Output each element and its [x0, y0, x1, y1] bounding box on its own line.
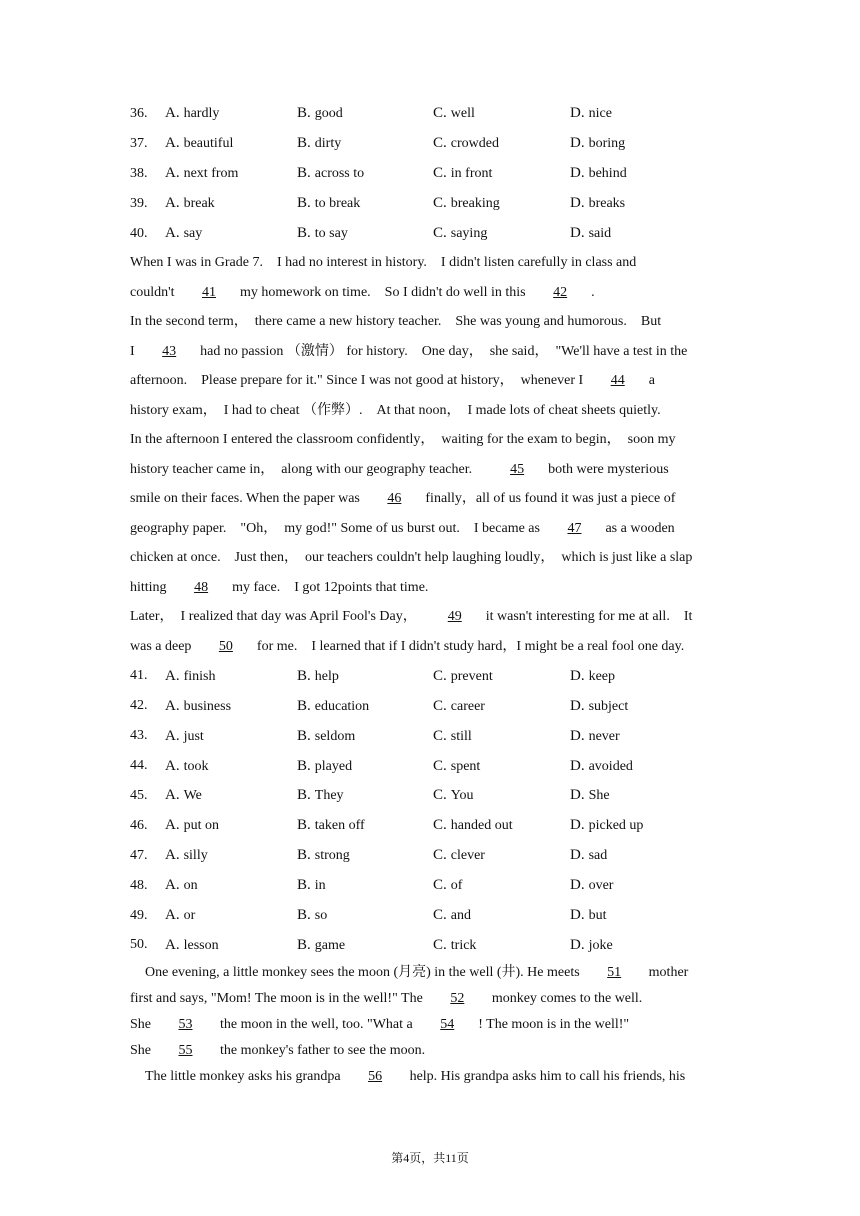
question-number: 36. — [130, 105, 148, 121]
text-segment: One evening, a little monkey sees the moon (月亮) in the well (井). He meets — [145, 965, 584, 981]
option-letter: C. — [433, 667, 447, 684]
option-letter: B. — [297, 936, 311, 953]
option-letter: A. — [165, 195, 180, 212]
option-text: next from — [183, 166, 239, 182]
option-d — [570, 728, 620, 745]
option-letter: D. — [570, 195, 585, 212]
text-segment: Later， I realized that day was April Fool's Day， — [130, 609, 424, 625]
blank-number: 44 — [610, 373, 625, 389]
option-letter: A. — [165, 847, 180, 864]
text-segment: had no passion （激情） for history. One day， she said， "We'll have a test in the — [200, 343, 688, 359]
option-letter: D. — [570, 667, 585, 684]
option-letter: C. — [433, 877, 447, 894]
option-text: subject — [588, 698, 629, 714]
question-number: 40. — [130, 225, 148, 241]
text-segment: first and says, "Mom! The moon is in the well!" The — [130, 991, 427, 1007]
option-letter: A. — [165, 787, 180, 804]
option-d — [570, 165, 627, 182]
option-text: trick — [450, 937, 477, 953]
passage-line — [130, 960, 740, 986]
option-text: on — [183, 878, 198, 894]
passage-line — [130, 986, 740, 1012]
passage-line — [130, 455, 740, 485]
blank-number: 41 — [202, 284, 217, 300]
option-letter: D. — [570, 787, 585, 804]
option-text: We — [183, 788, 202, 804]
option-letter: A. — [165, 757, 180, 774]
text-segment: help. His grandpa asks him to call his friends, his — [406, 1069, 686, 1085]
option-c — [433, 787, 570, 804]
option-text: said — [588, 226, 612, 241]
option-d — [570, 195, 625, 212]
option-letter: C. — [433, 727, 447, 744]
option-row — [130, 129, 740, 159]
text-segment: couldn't — [130, 284, 179, 300]
option-c — [433, 698, 570, 715]
text-segment: history teacher came in， along with our geography teacher. — [130, 461, 487, 477]
option-d — [570, 817, 643, 834]
option-text: sad — [588, 848, 608, 864]
option-text: in — [314, 878, 326, 894]
option-text: played — [314, 758, 353, 774]
option-text: handed out — [450, 818, 513, 834]
option-c — [433, 817, 570, 834]
option-letter: B. — [297, 727, 311, 744]
blank-number: 55 — [178, 1043, 193, 1059]
option-row — [130, 841, 740, 871]
option-d — [570, 668, 615, 685]
option-letter: A. — [165, 727, 180, 744]
option-text: silly — [183, 848, 208, 864]
option-c — [433, 105, 570, 122]
option-d — [570, 105, 612, 122]
option-text: or — [183, 908, 196, 924]
text-segment: afternoon. Please prepare for it." Since I was not good at history， whenever I — [130, 373, 587, 389]
option-c — [433, 165, 570, 182]
option-text: and — [450, 908, 471, 924]
text-segment: hitting — [130, 579, 171, 595]
option-a — [165, 787, 297, 804]
option-c — [433, 728, 570, 745]
option-letter: D. — [570, 757, 585, 774]
option-text: nice — [588, 106, 612, 122]
option-letter: B. — [297, 165, 311, 182]
option-text: taken off — [314, 818, 365, 834]
option-row — [130, 901, 740, 931]
blank-number: 52 — [450, 991, 465, 1007]
option-b — [297, 787, 433, 804]
option-text: seldom — [314, 728, 356, 744]
option-text: put on — [183, 818, 219, 834]
question-number: 42. — [130, 698, 148, 714]
text-segment: history exam， I had to cheat （作弊）. At that noon， I made lots of cheat sheets quietly. — [130, 402, 661, 418]
option-text: strong — [314, 848, 350, 864]
option-letter: A. — [165, 877, 180, 894]
passage-line — [130, 425, 740, 455]
passage-line — [130, 484, 740, 514]
option-text: over — [588, 878, 614, 894]
option-b — [297, 165, 433, 182]
option-a — [165, 847, 297, 864]
option-row — [130, 691, 740, 721]
option-text: saying — [450, 226, 488, 241]
text-segment: a — [648, 373, 655, 389]
option-text: hardly — [183, 106, 220, 122]
option-letter: B. — [297, 847, 311, 864]
text-segment: When I was in Grade 7. I had no interest in history. I didn't listen carefully in class and — [130, 255, 637, 271]
blank-number: 50 — [218, 638, 233, 654]
option-letter: C. — [433, 195, 447, 212]
option-letter: B. — [297, 757, 311, 774]
option-text: prevent — [450, 668, 493, 684]
passage-line — [130, 602, 740, 632]
text-segment: She — [130, 1043, 155, 1059]
passage-line — [130, 514, 740, 544]
question-number: 48. — [130, 877, 148, 893]
option-c — [433, 847, 570, 864]
option-row — [130, 189, 740, 219]
question-number: 49. — [130, 907, 148, 923]
blank-number: 53 — [178, 1017, 193, 1033]
option-letter: A. — [165, 817, 180, 834]
option-letter: A. — [165, 165, 180, 182]
option-text: so — [314, 908, 328, 924]
option-text: breaking — [450, 196, 500, 212]
question-number: 45. — [130, 787, 148, 803]
option-letter: B. — [297, 667, 311, 684]
option-d — [570, 787, 610, 804]
option-text: say — [183, 226, 203, 241]
question-number: 37. — [130, 135, 148, 151]
option-c — [433, 668, 570, 685]
passage-line — [130, 307, 740, 337]
text-segment: mother — [645, 965, 689, 981]
option-a — [165, 877, 297, 894]
option-text: career — [450, 698, 485, 714]
passage-line — [130, 632, 740, 662]
option-text: across to — [314, 166, 365, 182]
option-a — [165, 195, 297, 212]
option-text: joke — [588, 937, 613, 953]
option-letter: B. — [297, 105, 311, 122]
option-c — [433, 225, 570, 242]
blank-number: 43 — [162, 343, 177, 359]
option-c — [433, 758, 570, 775]
option-text: finish — [183, 668, 216, 684]
option-b — [297, 135, 433, 152]
option-text: help — [314, 668, 339, 684]
options-block-41-50 — [130, 661, 740, 960]
option-letter: C. — [433, 847, 447, 864]
option-letter: B. — [297, 195, 311, 212]
option-row — [130, 751, 740, 781]
option-text: to say — [314, 226, 348, 241]
option-a — [165, 698, 297, 715]
option-text: game — [314, 937, 346, 953]
option-text: just — [183, 728, 204, 744]
option-letter: C. — [433, 105, 447, 122]
option-letter: C. — [433, 757, 447, 774]
option-letter: B. — [297, 907, 311, 924]
option-row — [130, 99, 740, 129]
option-a — [165, 135, 297, 152]
blank-number: 54 — [440, 1017, 455, 1033]
option-letter: D. — [570, 907, 585, 924]
blank-number: 47 — [567, 520, 582, 536]
option-d — [570, 937, 613, 954]
option-letter: C. — [433, 936, 447, 953]
text-segment: both were mysterious — [548, 461, 669, 477]
option-text: breaks — [588, 196, 626, 212]
option-letter: A. — [165, 225, 180, 241]
question-number: 46. — [130, 817, 148, 833]
text-segment: monkey comes to the well. — [488, 991, 643, 1007]
option-letter: D. — [570, 847, 585, 864]
option-b — [297, 907, 433, 924]
option-letter: B. — [297, 817, 311, 834]
option-d — [570, 758, 633, 775]
option-letter: D. — [570, 135, 585, 152]
option-b — [297, 105, 433, 122]
text-segment: She — [130, 1017, 155, 1033]
blank-number: 56 — [368, 1069, 383, 1085]
option-letter: D. — [570, 727, 585, 744]
option-letter: A. — [165, 936, 180, 953]
option-letter: C. — [433, 817, 447, 834]
option-text: education — [314, 698, 370, 714]
cloze-passage — [130, 248, 740, 661]
option-b — [297, 225, 433, 242]
option-letter: A. — [165, 667, 180, 684]
option-b — [297, 847, 433, 864]
option-letter: A. — [165, 105, 180, 122]
blank-number: 45 — [510, 461, 525, 477]
text-segment: finally，all of us found it was just a piece of — [425, 491, 676, 507]
text-segment: ! The moon is in the well!" — [478, 1017, 630, 1033]
option-text: boring — [588, 136, 626, 152]
option-a — [165, 937, 297, 954]
option-c — [433, 937, 570, 954]
option-c — [433, 135, 570, 152]
option-letter: D. — [570, 165, 585, 182]
page-content — [130, 99, 740, 1090]
option-text: well — [450, 106, 475, 122]
option-text: good — [314, 106, 343, 122]
question-number: 44. — [130, 758, 148, 774]
text-segment: for me. I learned that if I didn't study hard，I might be a real fool one day. — [256, 638, 685, 654]
option-a — [165, 105, 297, 122]
passage-line — [130, 1012, 740, 1038]
option-letter: C. — [433, 787, 447, 804]
text-segment: geography paper. "Oh， my god!" Some of us burst out. I became as — [130, 520, 544, 536]
option-letter: C. — [433, 225, 447, 241]
option-letter: D. — [570, 936, 585, 953]
option-a — [165, 668, 297, 685]
text-segment: as a wooden — [605, 520, 675, 536]
passage-line — [130, 543, 740, 573]
option-text: but — [588, 908, 607, 924]
text-segment: my homework on time. So I didn't do well in this — [240, 284, 530, 300]
option-d — [570, 907, 606, 924]
option-b — [297, 937, 433, 954]
option-row — [130, 219, 740, 249]
blank-number: 51 — [607, 965, 622, 981]
option-a — [165, 758, 297, 775]
option-row — [130, 721, 740, 751]
option-row — [130, 781, 740, 811]
option-letter: C. — [433, 165, 447, 182]
option-text: You — [450, 788, 474, 804]
option-letter: C. — [433, 135, 447, 152]
option-a — [165, 817, 297, 834]
option-letter: D. — [570, 817, 585, 834]
text-segment: smile on their faces. When the paper was — [130, 491, 364, 507]
option-text: spent — [450, 758, 481, 774]
option-text: never — [588, 728, 620, 744]
option-letter: C. — [433, 907, 447, 924]
cloze-passage-2 — [130, 960, 740, 1090]
question-number: 47. — [130, 847, 148, 863]
option-c — [433, 195, 570, 212]
option-text: business — [183, 698, 232, 714]
option-b — [297, 758, 433, 775]
option-row — [130, 871, 740, 901]
option-letter: A. — [165, 135, 180, 152]
option-a — [165, 728, 297, 745]
option-d — [570, 847, 607, 864]
text-segment: the monkey's father to see the moon. — [216, 1043, 426, 1059]
option-b — [297, 728, 433, 745]
option-letter: D. — [570, 105, 585, 122]
option-b — [297, 817, 433, 834]
option-text: in front — [450, 166, 493, 182]
text-segment: The little monkey asks his grandpa — [145, 1069, 345, 1085]
option-d — [570, 877, 613, 894]
text-segment: In the second term， there came a new history teacher. She was young and humorous. But — [130, 314, 662, 330]
option-text: clever — [450, 848, 485, 864]
blank-number: 46 — [387, 491, 402, 507]
option-c — [433, 877, 570, 894]
option-letter: A. — [165, 907, 180, 924]
option-b — [297, 698, 433, 715]
option-a — [165, 907, 297, 924]
option-a — [165, 165, 297, 182]
option-text: lesson — [183, 937, 219, 953]
option-letter: B. — [297, 877, 311, 894]
option-text: still — [450, 728, 472, 744]
option-text: keep — [588, 668, 616, 684]
option-text: behind — [588, 166, 627, 182]
option-letter: C. — [433, 697, 447, 714]
option-text: of — [450, 878, 463, 894]
passage-line — [130, 366, 740, 396]
option-text: beautiful — [183, 136, 234, 152]
text-segment: In the afternoon I entered the classroom confidently， waiting for the exam to begin， soon my — [130, 432, 676, 448]
option-letter: B. — [297, 135, 311, 152]
option-letter: D. — [570, 697, 585, 714]
passage-line — [130, 248, 740, 278]
option-letter: A. — [165, 697, 180, 714]
passage-line — [130, 1038, 740, 1064]
text-segment: I — [130, 343, 139, 359]
blank-number: 49 — [447, 609, 462, 625]
option-text: crowded — [450, 136, 499, 152]
option-b — [297, 195, 433, 212]
option-d — [570, 698, 628, 715]
option-d — [570, 135, 625, 152]
option-letter: B. — [297, 225, 311, 241]
option-b — [297, 668, 433, 685]
option-a — [165, 225, 297, 242]
passage-line — [130, 278, 740, 308]
passage-line — [130, 1064, 740, 1090]
option-row — [130, 811, 740, 841]
option-text: picked up — [588, 818, 644, 834]
text-segment: . — [591, 284, 595, 300]
option-text: avoided — [588, 758, 633, 774]
passage-line — [130, 337, 740, 367]
options-block-36-40 — [130, 99, 740, 248]
text-segment: the moon in the well, too. "What a — [216, 1017, 417, 1033]
option-row — [130, 661, 740, 691]
option-d — [570, 225, 611, 242]
option-row — [130, 159, 740, 189]
question-number: 43. — [130, 728, 148, 744]
question-number: 50. — [130, 937, 148, 953]
question-number: 39. — [130, 195, 148, 211]
text-segment: was a deep — [130, 638, 195, 654]
option-letter: D. — [570, 877, 585, 894]
option-text: break — [183, 196, 215, 212]
option-text: She — [588, 788, 610, 804]
option-text: dirty — [314, 136, 342, 152]
page-footer: 第4页，共11页 — [391, 1151, 469, 1165]
option-letter: B. — [297, 787, 311, 804]
option-c — [433, 907, 570, 924]
option-text: took — [183, 758, 209, 774]
question-number: 38. — [130, 165, 148, 181]
option-row — [130, 930, 740, 960]
option-letter: B. — [297, 697, 311, 714]
option-letter: D. — [570, 225, 585, 241]
option-text: They — [314, 788, 344, 804]
blank-number: 48 — [194, 579, 209, 595]
text-segment: chicken at once. Just then， our teachers couldn't help laughing loudly， which is just like a slap — [130, 550, 693, 566]
passage-line — [130, 573, 740, 603]
option-text: to break — [314, 196, 361, 212]
blank-number: 42 — [553, 284, 568, 300]
text-segment: my face. I got 12points that time. — [232, 579, 429, 595]
passage-line — [130, 396, 740, 426]
option-b — [297, 877, 433, 894]
question-number: 41. — [130, 668, 148, 684]
text-segment: it wasn't interesting for me at all. It — [485, 609, 693, 625]
